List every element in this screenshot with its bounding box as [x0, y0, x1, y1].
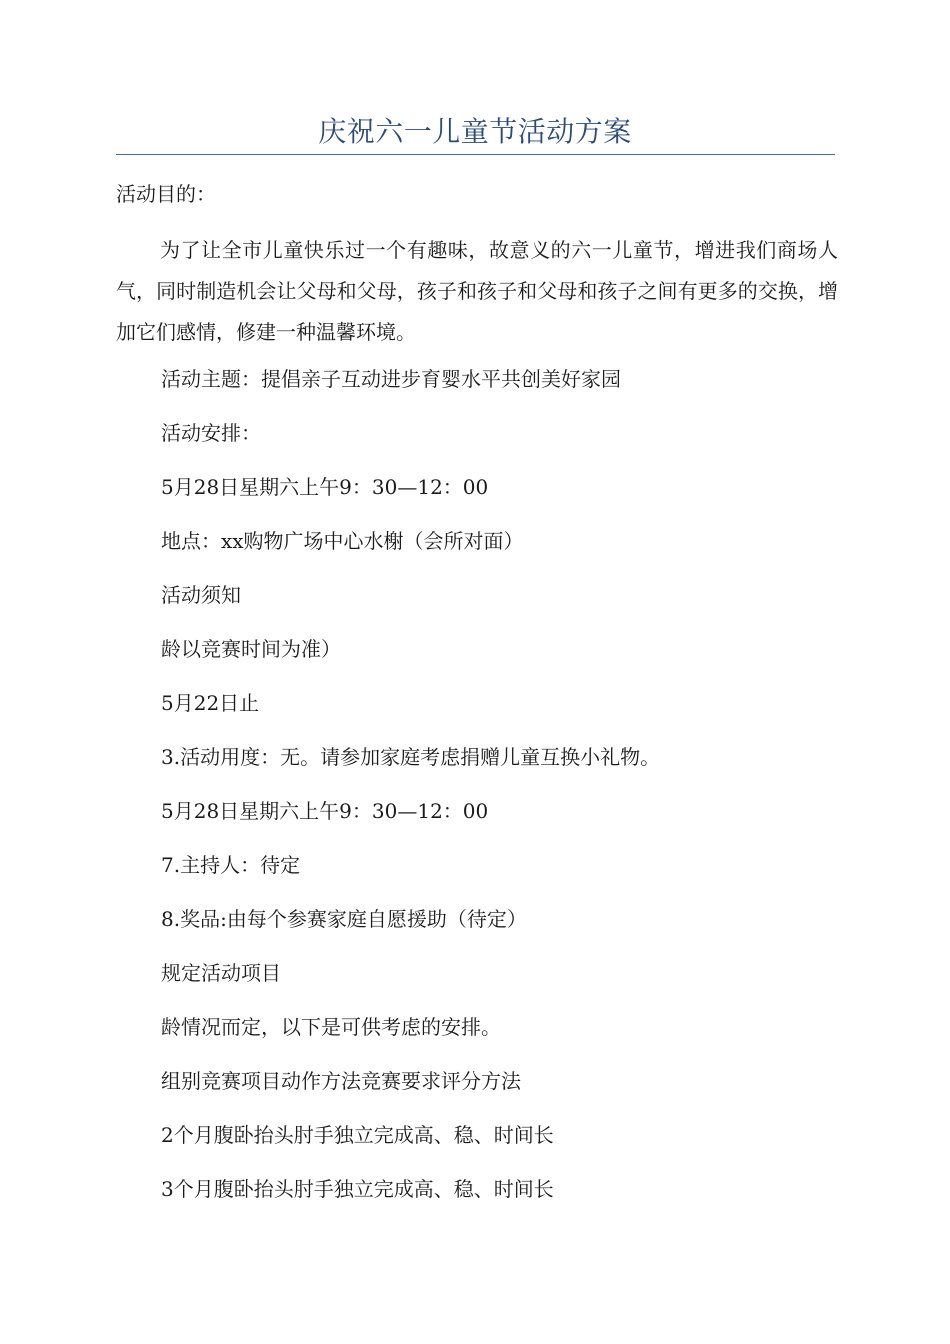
age-note: 龄以竞赛时间为准）: [161, 637, 341, 661]
prize-line: 8.奖品:由每个参赛家庭自愿援助（待定）: [161, 907, 527, 931]
event-time: 5月28日星期六上午9：30—12：00: [161, 799, 489, 823]
table-header-line: 组别竞赛项目动作方法竞赛要求评分方法: [161, 1069, 521, 1093]
table-row-2-month: 2个月腹卧抬头肘手独立完成高、稳、时间长: [161, 1123, 554, 1147]
fee-line: 3.活动用度：无。请参加家庭考虑捐赠儿童互换小礼物。: [161, 745, 661, 769]
notice-heading: 活动须知: [161, 583, 241, 607]
intro-paragraph: 为了让全市儿童快乐过一个有趣味，故意义的六一儿童节，增进我们商场人气，同时制造机会让父母和父母，孩子和孩子和父母和孩子之间有更多的交换，增加它们感情，修建一种温馨环境。: [116, 238, 838, 344]
schedule-heading: 活动安排：: [161, 421, 261, 445]
rules-heading: 规定活动项目: [161, 961, 281, 985]
host-line: 7.主持人：待定: [161, 853, 301, 877]
location-line: 地点：xx购物广场中心水榭（会所对面）: [161, 529, 524, 553]
schedule-time: 5月28日星期六上午9：30—12：00: [161, 475, 489, 499]
theme-line: 活动主题：提倡亲子互动进步育婴水平共创美好家园: [161, 367, 621, 391]
arrangement-note: 龄情况而定，以下是可供考虑的安排。: [161, 1015, 501, 1039]
purpose-label: 活动目的：: [116, 182, 216, 206]
deadline-line: 5月22日止: [161, 691, 260, 715]
document-title: 庆祝六一儿童节活动方案: [318, 115, 632, 148]
table-row-3-month: 3个月腹卧抬头肘手独立完成高、稳、时间长: [161, 1177, 554, 1201]
title-divider: [116, 154, 835, 155]
